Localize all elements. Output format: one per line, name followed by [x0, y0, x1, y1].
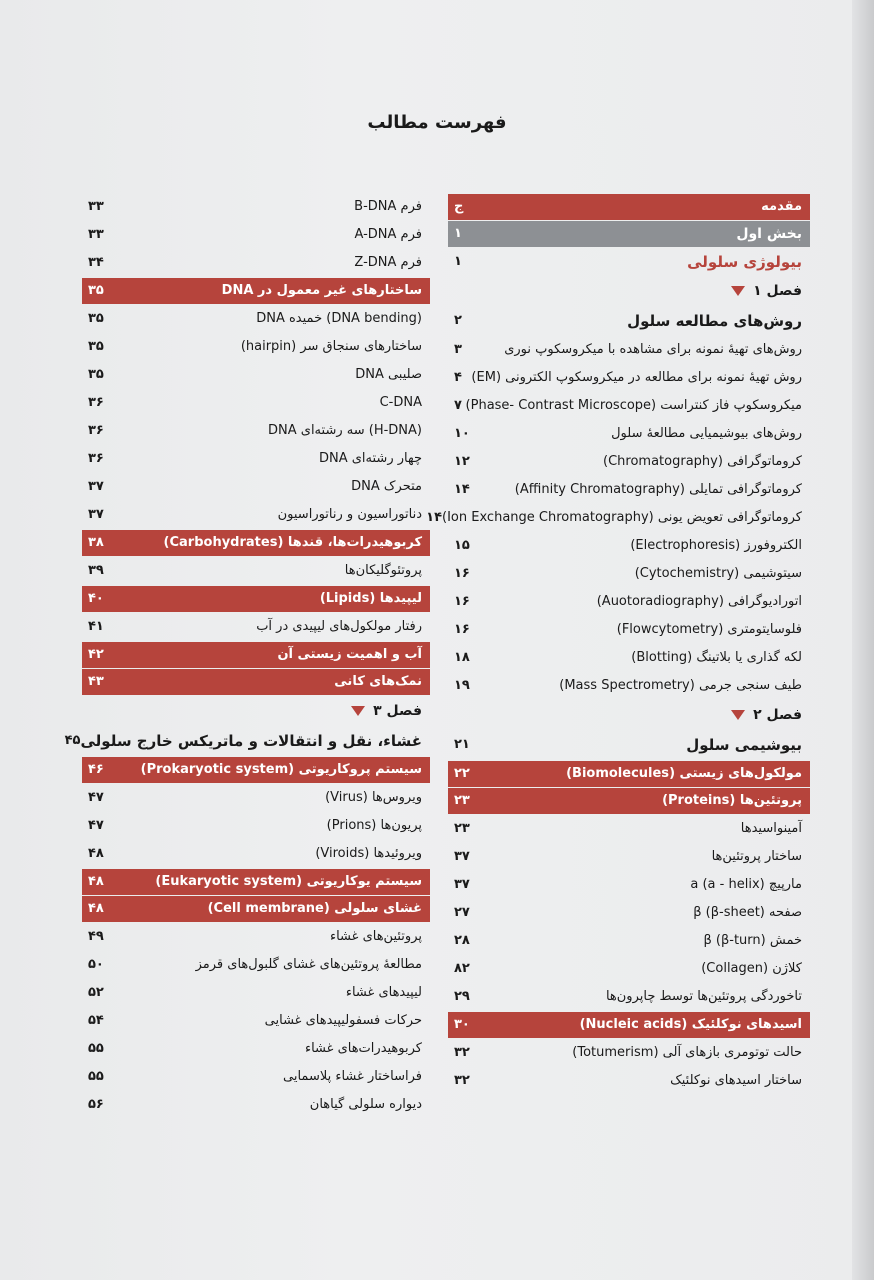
toc-page-number: ۱۹ — [454, 678, 470, 693]
toc-row — [82, 249, 430, 277]
part-title — [448, 248, 810, 276]
toc-entry-text: کروماتوگرافی تمایلی (Affinity Chromatography) — [514, 482, 802, 497]
toc-row — [82, 979, 430, 1007]
toc-page-number: ۱ — [454, 226, 462, 241]
toc-page-number: ۴۳ — [88, 674, 104, 689]
toc-entry-text: ساختار اسیدهای نوکلئیک — [670, 1073, 802, 1088]
toc-page-number: ۴۹ — [88, 929, 104, 944]
toc-page-number: ۴۷ — [88, 818, 104, 833]
toc-page-number: ۱ — [454, 254, 462, 269]
toc-entry-text: مطالعهٔ پروتئین‌های غشای گلبول‌های قرمز — [195, 957, 422, 972]
triangle-down-icon — [351, 706, 365, 716]
toc-page-number: ۲۳ — [454, 793, 470, 808]
toc-page-number: ۴۲ — [88, 647, 104, 662]
toc-row — [82, 305, 430, 333]
toc-entry-text: صفحه β (β-sheet) — [693, 905, 802, 920]
toc-entry-text: کلاژن (Collagen) — [701, 961, 802, 976]
toc-highlight-row — [448, 788, 810, 814]
toc-entry-text: پروتئوگلیکان‌ها — [344, 563, 422, 578]
toc-entry-text: الکتروفورز (Electrophoresis) — [630, 538, 802, 553]
toc-page-number: ۳۶ — [88, 395, 104, 410]
toc-entry-text: فصل ۲ — [753, 707, 802, 723]
toc-entry-text: سیستم پروکاریوتی (Prokaryotic system) — [140, 762, 422, 777]
toc-page-number: ۲ — [454, 313, 462, 328]
toc-row — [82, 1091, 430, 1119]
toc-entry-text: DNA چهار رشته‌ای — [318, 451, 422, 466]
toc-entry-text: ساختارهای غیر معمول در DNA — [221, 283, 422, 298]
page-title: فهرست مطالب — [367, 112, 507, 133]
toc-row — [448, 532, 810, 560]
toc-page-number: ۵۴ — [88, 1013, 104, 1028]
toc-page-number: ۳۳ — [88, 227, 104, 242]
toc-row — [448, 476, 810, 504]
toc-page-number: ۴۶ — [88, 762, 104, 777]
toc-entry-text: بیولوژی سلولی — [687, 253, 802, 271]
toc-entry-text: دناتوراسیون و رناتوراسیون — [277, 507, 422, 522]
toc-entry-text: اتورادیوگرافی (Auotoradiography) — [596, 594, 802, 609]
toc-row — [448, 843, 810, 871]
toc-page-number: ۳۹ — [88, 563, 104, 578]
toc-row — [82, 1007, 430, 1035]
toc-row — [82, 784, 430, 812]
section-heading — [64, 726, 430, 756]
toc-entry-text: لکه گذاری یا بلاتینگ (Blotting) — [631, 650, 802, 665]
toc-row — [82, 557, 430, 585]
toc-entry-text: DNA سه رشته‌ای (H-DNA) — [268, 423, 422, 438]
toc-entry-text: دیواره سلولی گیاهان — [309, 1097, 422, 1112]
toc-page-number: ۱۸ — [454, 650, 470, 665]
toc-page-number: ۲۱ — [454, 737, 470, 752]
toc-page-number: ۳۷ — [454, 849, 470, 864]
toc-page-number: ۳۰ — [454, 1017, 470, 1032]
toc-highlight-row — [82, 757, 430, 783]
toc-page-number: ۳۲ — [454, 1045, 470, 1060]
toc-page-number: ۲۳ — [454, 821, 470, 836]
toc-highlight-row — [82, 869, 430, 895]
toc-entry-text: حرکات فسفولیپیدهای غشایی — [264, 1013, 422, 1028]
toc-entry-text: پروتئین‌های غشاء — [329, 929, 422, 944]
toc-page-number: ۴۸ — [88, 901, 104, 916]
toc-row — [448, 420, 810, 448]
toc-row — [82, 361, 430, 389]
toc-highlight-row — [448, 1012, 810, 1038]
toc-page-number: ۳۷ — [454, 877, 470, 892]
toc-entry-text: فرم A-DNA — [354, 227, 422, 242]
toc-row — [82, 417, 430, 445]
toc-page-number: ۳۵ — [88, 367, 104, 382]
toc-highlight-row — [82, 642, 430, 668]
toc-left-column — [64, 193, 430, 1119]
toc-entry-text: روش‌های تهیهٔ نمونه برای مشاهده با میکروسکوپ نوری — [504, 342, 802, 357]
toc-highlight-row — [448, 194, 810, 220]
toc-page-number: ۷ — [454, 398, 462, 413]
toc-entry-text: ویروس‌ها (Virus) — [325, 790, 422, 805]
toc-row — [448, 392, 810, 420]
toc-entry-text: بخش اول — [736, 226, 802, 242]
toc-page-number: ۸۲ — [454, 961, 470, 976]
toc-page-number: ۴۸ — [88, 874, 104, 889]
toc-entry-text: سیستم یوکاریوتی (Eukaryotic system) — [155, 874, 422, 889]
toc-entry-text: خمش β (β-turn) — [703, 933, 802, 948]
triangle-down-icon — [731, 286, 745, 296]
toc-entry-text: طیف سنجی جرمی (Mass Spectrometry) — [559, 678, 802, 693]
toc-row — [82, 333, 430, 361]
toc-entry-text: روش‌های بیوشیمیایی مطالعهٔ سلول — [611, 426, 802, 441]
section-heading — [448, 306, 810, 336]
toc-row — [82, 221, 430, 249]
toc-entry-text: فراساختار غشاء پلاسمایی — [283, 1069, 422, 1084]
toc-page-number: ۲۲ — [454, 766, 470, 781]
toc-page-number: ۴۱ — [88, 619, 104, 634]
toc-entry-text: DNA صلیبی — [355, 367, 422, 382]
part-heading — [448, 221, 810, 247]
toc-row — [82, 613, 430, 641]
toc-page-number: ۱۶ — [454, 622, 470, 637]
toc-page-number: ۱۶ — [454, 566, 470, 581]
toc-entry-text: ویروئیدها (Viroids) — [315, 846, 422, 861]
toc-page-number: ۱۵ — [454, 538, 470, 553]
toc-entry-text: مقدمه — [761, 199, 802, 214]
chapter-heading — [448, 700, 810, 730]
toc-highlight-row — [82, 896, 430, 922]
toc-row — [448, 815, 810, 843]
toc-entry-text: نمک‌های کانی — [334, 674, 422, 689]
toc-row — [448, 871, 810, 899]
toc-entry-text: اسیدهای نوکلئیک (Nucleic acids) — [579, 1017, 802, 1032]
toc-page-number: ۳۸ — [88, 535, 104, 550]
toc-entry-text: میکروسکوپ فاز کنتراست (Phase- Contrast Microscope) — [465, 398, 802, 413]
toc-row — [448, 644, 810, 672]
toc-row — [448, 927, 810, 955]
toc-row — [448, 983, 810, 1011]
toc-page-number: ۳۴ — [88, 255, 104, 270]
toc-entry-text: ساختار پروتئین‌ها — [711, 849, 802, 864]
toc-row — [82, 1035, 430, 1063]
toc-entry-text: پریون‌ها (Prions) — [326, 818, 422, 833]
toc-row — [448, 448, 810, 476]
toc-row — [448, 364, 810, 392]
toc-entry-text: حالت توتومری بازهای آلی (Totumerism) — [572, 1045, 802, 1060]
toc-entry-text: DNA متحرک — [351, 479, 422, 494]
toc-page-number: ۵۵ — [88, 1069, 104, 1084]
toc-page-number: ۴۵ — [64, 733, 81, 748]
toc-page-number: ۲۸ — [454, 933, 470, 948]
toc-row — [82, 1063, 430, 1091]
toc-page-number: ۱۶ — [454, 594, 470, 609]
toc-entry-text: رفتار مولکول‌های لیپیدی در آب — [256, 619, 422, 634]
toc-page-number: ۱۴ — [426, 510, 443, 525]
toc-entry-text: لیپیدها (Lipids) — [319, 591, 422, 606]
toc-row — [426, 504, 810, 532]
toc-page-number: ۴۰ — [88, 591, 104, 606]
toc-page-number: ۵۲ — [88, 985, 104, 1000]
toc-page-number: ۴ — [454, 370, 462, 385]
toc-row — [448, 616, 810, 644]
toc-row — [82, 812, 430, 840]
toc-row — [448, 955, 810, 983]
toc-highlight-row — [82, 669, 430, 695]
toc-entry-text: آب و اهمیت زیستی آن — [277, 647, 422, 662]
toc-highlight-row — [82, 530, 430, 556]
toc-entry-text: کربوهیدرات‌های غشاء — [304, 1041, 422, 1056]
toc-entry-text: سیتوشیمی (Cytochemistry) — [634, 566, 802, 581]
toc-entry-text: آمینواسیدها — [740, 821, 802, 836]
toc-entry-text: فصل ۳ — [373, 703, 422, 719]
toc-highlight-row — [448, 761, 810, 787]
toc-page-number: ۳۷ — [88, 479, 104, 494]
triangle-down-icon — [731, 710, 745, 720]
toc-page-number: ۵۰ — [88, 957, 104, 972]
toc-entry-text: مولکول‌های زیستی (Biomolecules) — [566, 766, 802, 781]
chapter-heading — [82, 696, 430, 726]
toc-page-number: ۲۹ — [454, 989, 470, 1004]
toc-page-number: ۳۳ — [88, 199, 104, 214]
toc-highlight-row — [82, 586, 430, 612]
toc-page-number: ۳۵ — [88, 311, 104, 326]
toc-row — [82, 923, 430, 951]
toc-page-number: ۳۵ — [88, 283, 104, 298]
toc-page-number: ۳ — [454, 342, 462, 357]
toc-page-number: ۳۶ — [88, 451, 104, 466]
toc-row — [82, 389, 430, 417]
toc-page-number: ۳۵ — [88, 339, 104, 354]
toc-page-number: ۵۶ — [88, 1097, 104, 1112]
toc-page-number: ۱۴ — [454, 482, 470, 497]
toc-entry-text: بیوشیمی سلول — [686, 736, 802, 754]
toc-row — [82, 501, 430, 529]
toc-row — [82, 193, 430, 221]
toc-page-number: ۲۷ — [454, 905, 470, 920]
toc-entry-text: غشاء، نقل و انتقالات و ماتریکس خارج سلولی — [80, 732, 422, 750]
toc-entry-text: DNA خمیده (DNA bending) — [256, 311, 422, 326]
toc-page-number: ۳۲ — [454, 1073, 470, 1088]
toc-entry-text: تاخوردگی پروتئین‌ها توسط چاپرون‌ها — [605, 989, 802, 1004]
toc-entry-text: کروماتوگرافی (Chromatography) — [603, 454, 802, 469]
toc-page-number: ج — [454, 199, 464, 214]
book-spine — [852, 0, 874, 1280]
toc-row — [448, 560, 810, 588]
toc-row — [82, 951, 430, 979]
toc-row — [448, 588, 810, 616]
toc-entry-text: مارپیچ a (a - helix) — [690, 877, 802, 892]
toc-row — [82, 473, 430, 501]
toc-page-number: ۱۲ — [454, 454, 470, 469]
toc-highlight-row — [82, 278, 430, 304]
section-heading — [448, 730, 810, 760]
toc-entry-text: فلوسایتومتری (Flowcytometry) — [616, 622, 802, 637]
toc-entry-text: ساختارهای سنجاق سر (hairpin) — [240, 339, 422, 354]
toc-page-number: ۱۰ — [454, 426, 470, 441]
toc-entry-text: فرم Z-DNA — [354, 255, 422, 270]
toc-row — [448, 1067, 810, 1095]
toc-row — [82, 445, 430, 473]
toc-row — [448, 672, 810, 700]
toc-row — [448, 336, 810, 364]
toc-page-number: ۵۵ — [88, 1041, 104, 1056]
toc-page-number: ۴۸ — [88, 846, 104, 861]
toc-right-column — [426, 193, 810, 1095]
toc-entry-text: فصل ۱ — [753, 283, 802, 299]
toc-row — [82, 840, 430, 868]
chapter-heading — [448, 276, 810, 306]
toc-entry-text: روش‌های مطالعه سلول — [627, 312, 802, 330]
toc-page-number: ۳۶ — [88, 423, 104, 438]
toc-entry-text: کربوهیدرات‌ها، قندها (Carbohydrates) — [163, 535, 422, 550]
toc-entry-text: فرم B-DNA — [354, 199, 422, 214]
toc-entry-text: لیپیدهای غشاء — [345, 985, 422, 1000]
toc-entry-text: روش تهیهٔ نمونه برای مطالعه در میکروسکوپ الکترونی (EM) — [471, 370, 802, 385]
toc-page-number: ۴۷ — [88, 790, 104, 805]
toc-row — [448, 1039, 810, 1067]
toc-entry-text: پروتئین‌ها (Proteins) — [662, 793, 802, 808]
toc-page-number: ۳۷ — [88, 507, 104, 522]
toc-row — [448, 899, 810, 927]
toc-entry-text: C-DNA — [379, 395, 422, 410]
toc-entry-text: غشای سلولی (Cell membrane) — [207, 901, 422, 916]
toc-entry-text: کروماتوگرافی تعویض یونی (Ion Exchange Chromatography) — [442, 510, 802, 525]
